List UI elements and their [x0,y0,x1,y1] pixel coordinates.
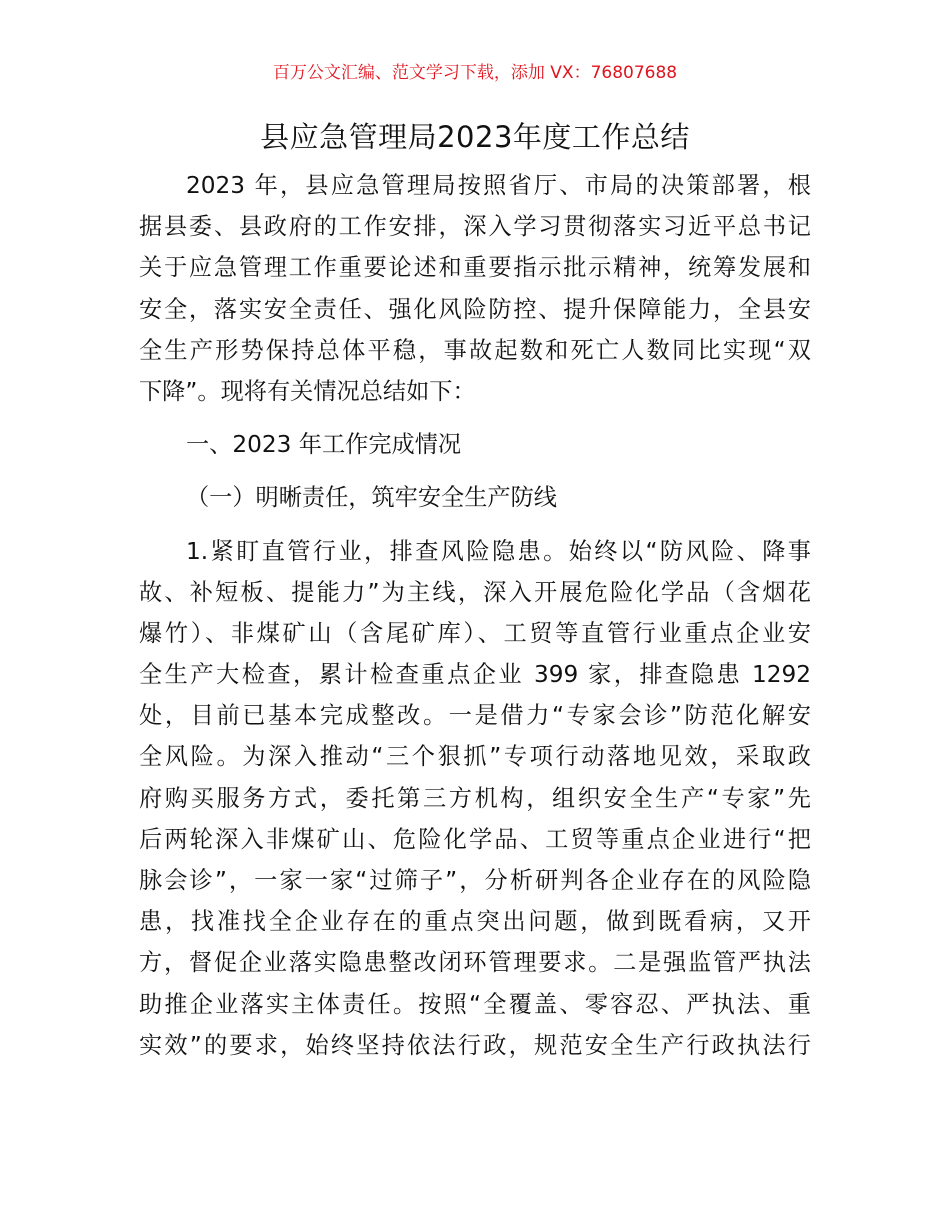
paragraph-line: 爆竹）、非煤矿山（含尾矿库）、工贸等直管行业重点企业安 [139,619,811,647]
paragraph-1 [139,531,811,1066]
paragraph-line: 方，督促企业落实隐患整改闭环管理要求。二是强监管严执法 [139,949,811,977]
document-title: 县应急管理局2023年度工作总结 [260,120,690,154]
subsection-heading: （一）明晰责任，筑牢安全生产防线 [186,484,557,512]
intro-paragraph [139,165,811,412]
paragraph-line: 故、补短板、提能力”为主线，深入开展危险化学品（含烟花 [139,578,811,606]
watermark-contact-note: 百万公文汇编、范文学习下载，添加 VX：76807688 [272,63,678,83]
paragraph-line: 后两轮深入非煤矿山、危险化学品、工贸等重点企业进行“把 [139,825,811,853]
paragraph-line: 患，找准找全企业存在的重点突出问题，做到既看病，又开 [139,908,811,936]
intro-line: 2023 年，县应急管理局按照省厅、市局的决策部署，根 [186,172,811,199]
paragraph-line: 全生产大检查，累计检查重点企业 399 家，排查隐患 1292 [139,661,811,689]
paragraph-line: 脉会诊”，一家一家“过筛子”，分析研判各企业存在的风险隐 [139,867,811,894]
paragraph-line: 府购买服务方式，委托第三方机构，组织安全生产“专家”先 [139,784,811,812]
paragraph-line: 处，目前已基本完成整改。一是借力“专家会诊”防范化解安 [139,702,811,730]
intro-line: 全生产形势保持总体平稳，事故起数和死亡人数同比实现“双 [139,336,811,364]
paragraph-line: 1.紧盯直管行业，排查风险隐患。始终以“防风险、降事 [186,537,811,565]
intro-line: 关于应急管理工作重要论述和重要指示批示精神，统筹发展和 [139,254,811,282]
intro-line: 安全，落实安全责任、强化风险防控、提升保障能力，全县安 [139,295,811,323]
paragraph-line: 实效”的要求，始终坚持依法行政，规范安全生产行政执法行 [139,1031,811,1059]
intro-line: 下降”。现将有关情况总结如下： [139,377,476,405]
paragraph-line: 助推企业落实主体责任。按照“全覆盖、零容忍、严执法、重 [139,990,811,1018]
section-heading: 一、2023 年工作完成情况 [186,431,462,459]
paragraph-line: 全风险。为深入推动“三个狠抓”专项行动落地见效，采取政 [139,743,811,771]
document-body [139,165,811,1066]
intro-line: 据县委、县政府的工作安排，深入学习贯彻落实习近平总书记 [139,213,811,241]
